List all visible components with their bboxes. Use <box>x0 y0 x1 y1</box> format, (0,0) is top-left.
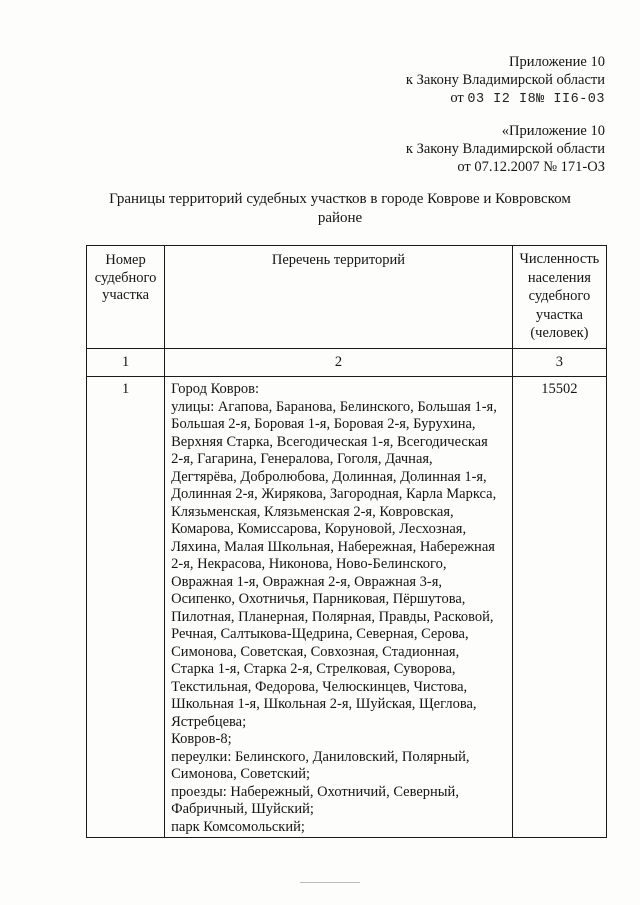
handwritten-date-number: 03 I2 I8№ II6-03 <box>467 92 605 107</box>
territory-line: Овражная 1-я, Овражная 2-я, Овражная 3-я, <box>171 573 443 590</box>
header-cell-population: Численность населения судебного участка (человек) <box>512 246 606 349</box>
territory-line: Дегтярёва, Добролюбова, Долинная, Долинная 1-я, <box>171 468 487 485</box>
header-date-prefix: от <box>450 90 464 106</box>
territory-line: Симонова, Советский; <box>171 766 311 782</box>
header-block-amending-law <box>406 53 605 109</box>
territory-line: Верхняя Старка, Всегодическая 1-я, Всегодическая <box>171 433 488 450</box>
territory-line: Школьная 1-я, Школьная 2-я, Шуйская, Щеглова, <box>171 696 477 712</box>
territory-line: парк Комсомольский; <box>171 818 305 835</box>
table-header-row <box>87 246 607 349</box>
territory-line: улицы: Агапова, Баранова, Белинского, Большая 1-я, <box>171 398 497 415</box>
header-appendix-label: Приложение 10 <box>509 54 605 70</box>
document-title: Границы территорий судебных участков в городе Коврове и Ковровском районе <box>109 191 571 226</box>
header-cell-territories: Перечень территорий <box>165 246 513 349</box>
header-cell-district-number: Номер судебного участка <box>87 246 165 349</box>
territory-line: Старка 1-я, Старка 2-я, Стрелковая, Суворова, <box>171 661 456 677</box>
territory-line: Ястребцева; <box>171 713 247 730</box>
column-number-cell: 2 <box>165 349 513 377</box>
territory-list-cell <box>165 377 513 838</box>
territory-line: Клязьменская, Клязьменская 2-я, Ковровская, <box>171 503 454 520</box>
header-date-number <box>406 89 605 109</box>
territory-line: 2-я, Гагарина, Генералова, Гоголя, Дачная, <box>171 451 433 467</box>
territory-line: Долинная 2-я, Жирякова, Загородная, Карла Маркса, <box>171 486 497 502</box>
territory-line: Пилотная, Планерная, Полярная, Правды, Расковой, <box>171 608 494 625</box>
territory-line: Фабричный, Шуйский; <box>171 801 314 817</box>
territory-line: переулки: Белинского, Даниловский, Полярный, <box>171 748 470 765</box>
territory-line: Симонова, Советская, Совхозная, Стадионная, <box>171 643 460 660</box>
territory-line: Ковров-8; <box>171 731 232 747</box>
scan-artifact-line <box>300 882 360 883</box>
territory-line: Комарова, Комиссарова, Коруновой, Лесхозная, <box>171 521 467 537</box>
territory-line: Текстильная, Федорова, Челюскинцев, Чистова, <box>171 678 468 695</box>
column-number-cell: 3 <box>512 349 606 377</box>
territory-line: Ляхина, Малая Школьная, Набережная, Набережная <box>171 538 495 555</box>
territory-line: проезды: Набережный, Охотничий, Северный, <box>171 783 459 800</box>
territory-line: Речная, Салтыкова-Щедрина, Северная, Серова, <box>171 626 469 642</box>
header-law-date-number: от 07.12.2007 № 171-ОЗ <box>457 159 605 175</box>
district-number-cell: 1 <box>87 377 165 838</box>
court-districts-table <box>86 245 607 838</box>
header-law-reference: к Закону Владимирской области <box>405 72 605 88</box>
header-appendix-label-quoted: «Приложение 10 <box>501 123 605 139</box>
population-cell: 15502 <box>512 377 606 838</box>
column-number-cell: 1 <box>87 349 165 377</box>
territory-line: 2-я, Некрасова, Никонова, Ново-Белинского, <box>171 556 447 572</box>
territory-line: Осипенко, Охотничья, Парниковая, Пёршутова, <box>171 591 466 607</box>
table-row <box>87 377 607 838</box>
header-block-original-law <box>406 122 605 176</box>
table-column-number-row <box>87 349 607 377</box>
header-law-reference: к Закону Владимирской области <box>405 141 605 157</box>
territory-line: Город Ковров: <box>171 381 260 397</box>
territory-line: Большая 2-я, Боровая 1-я, Боровая 2-я, Бурухина, <box>171 416 476 432</box>
